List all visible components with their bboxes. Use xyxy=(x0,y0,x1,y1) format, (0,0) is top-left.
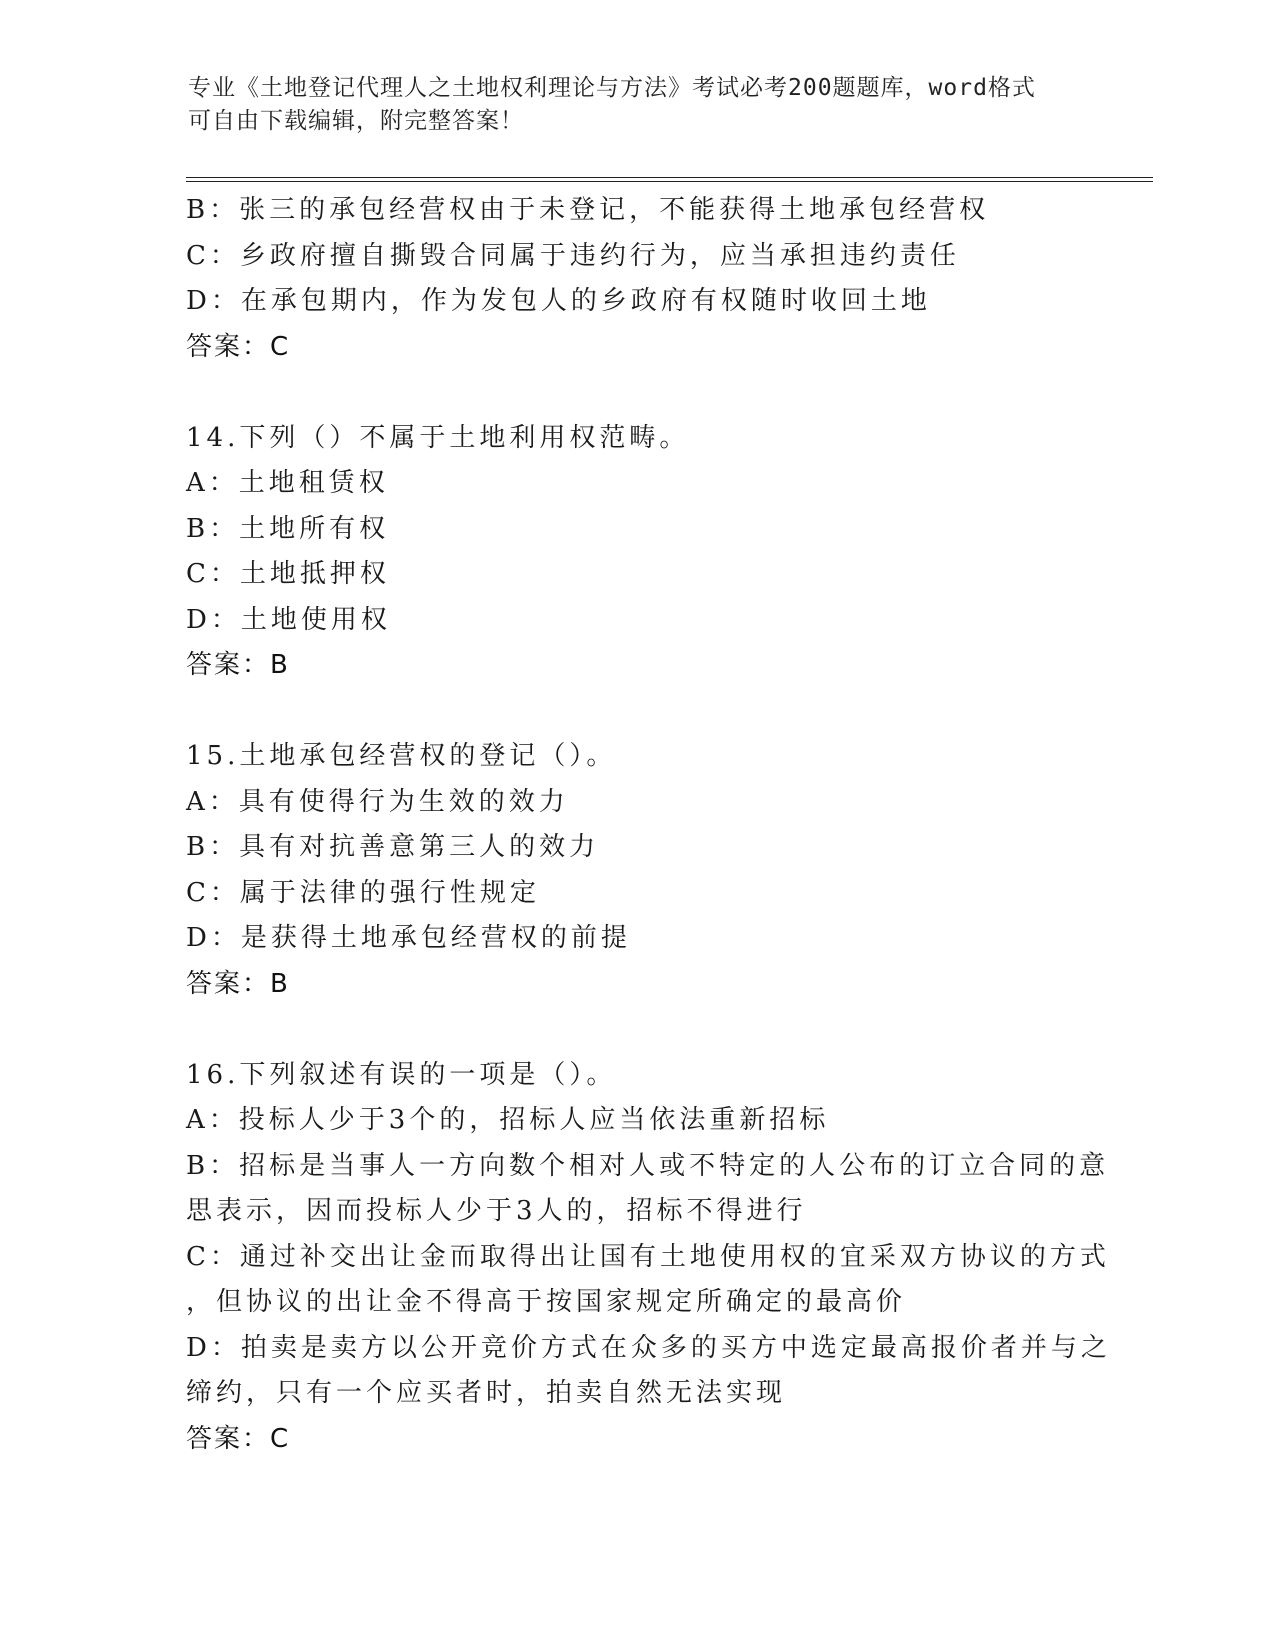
option-c-line-1: C：通过补交出让金而取得出让国有土地使用权的宜采双方协议的方式 xyxy=(186,1241,1110,1272)
spacer xyxy=(186,1007,1086,1053)
page-header xyxy=(188,72,1068,138)
spacer xyxy=(186,370,1086,416)
question-stem: 14.下列（）不属于土地利用权范畴。 xyxy=(186,422,690,453)
option-d: D：在承包期内，作为发包人的乡政府有权随时收回土地 xyxy=(186,286,931,316)
option-c-line-2: ，但协议的出让金不得高于按国家规定所确定的最高价 xyxy=(186,1287,907,1317)
option-c: C：属于法律的强行性规定 xyxy=(186,877,540,908)
option-b: B：具有对抗善意第三人的效力 xyxy=(186,832,600,862)
option-d: D：土地使用权 xyxy=(186,604,391,635)
option-d-line-2: 缔约，只有一个应买者时，拍卖自然无法实现 xyxy=(186,1378,787,1408)
question-list xyxy=(186,188,1111,1462)
header-divider xyxy=(186,177,1153,182)
option-a: A：土地租赁权 xyxy=(186,468,389,498)
option-b: B：张三的承包经营权由于未登记，不能获得土地承包经营权 xyxy=(186,195,990,225)
answer: 答案：B xyxy=(186,650,290,680)
option-a: A：具有使得行为生效的效力 xyxy=(186,786,569,817)
question-stem: 16.下列叙述有误的一项是（）。 xyxy=(186,1059,617,1090)
spacer xyxy=(186,689,1086,735)
answer: 答案：C xyxy=(186,1423,291,1454)
header-title-line-1: 专业《土地登记代理人之土地权利理论与方法》考试必考200题题库，word格式 xyxy=(188,75,1036,101)
answer: 答案：C xyxy=(186,331,291,362)
option-a: A：投标人少于3个的，招标人应当依法重新招标 xyxy=(186,1105,830,1135)
question-stem: 15.土地承包经营权的登记（）。 xyxy=(186,741,617,771)
option-b-line-1: B：招标是当事人一方向数个相对人或不特定的人公布的订立合同的意 xyxy=(186,1150,1110,1181)
question-14 xyxy=(186,416,1086,689)
header-title-line-2: 可自由下载编辑，附完整答案！ xyxy=(188,108,524,134)
option-c: C：乡政府擅自撕毁合同属于违约行为，应当承担违约责任 xyxy=(186,240,960,271)
question-13-continued xyxy=(186,188,1086,370)
option-b-line-2: 思表示，因而投标人少于3人的，招标不得进行 xyxy=(186,1196,807,1226)
option-d-line-1: D：拍卖是卖方以公开竞价方式在众多的买方中选定最高报价者并与之 xyxy=(186,1332,1111,1363)
question-15 xyxy=(186,734,1086,1007)
option-b: B：土地所有权 xyxy=(186,513,390,544)
option-d: D：是获得土地承包经营权的前提 xyxy=(186,923,631,953)
option-c: C：土地抵押权 xyxy=(186,559,390,589)
question-16 xyxy=(186,1053,1111,1463)
answer: 答案：B xyxy=(186,968,290,999)
